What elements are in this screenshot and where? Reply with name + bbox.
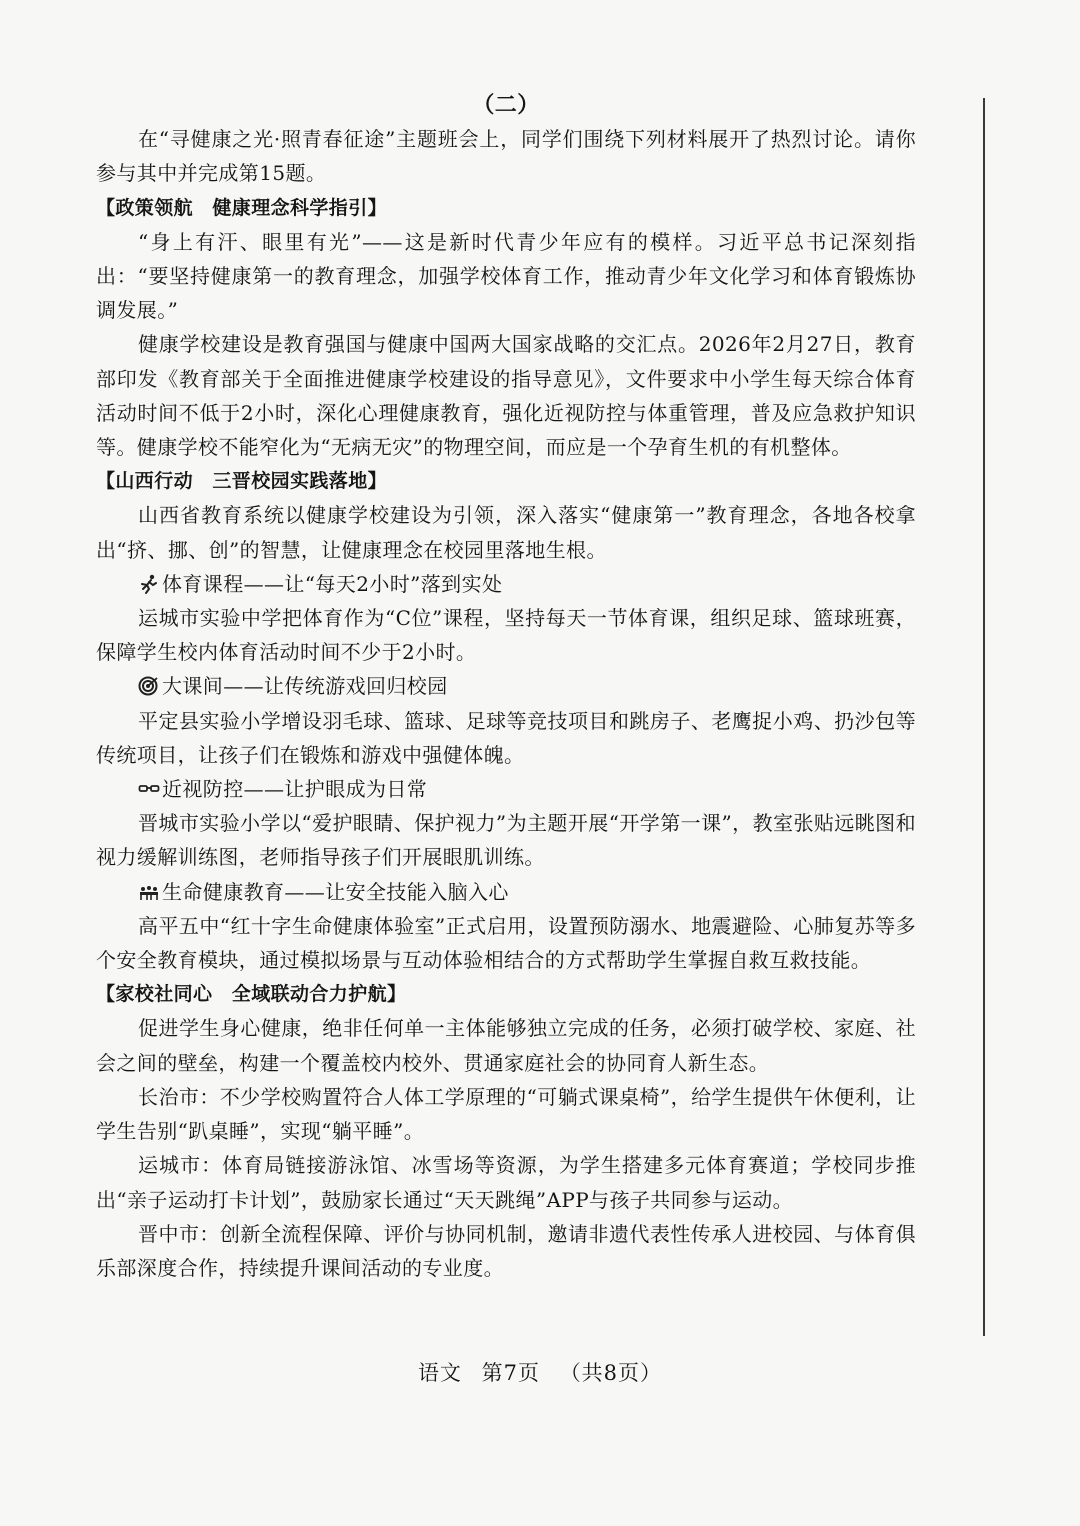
page-content: [96, 88, 916, 1285]
section-heading-collaboration: 【家校社同心 全域联动合力护航】: [96, 983, 407, 1006]
item-title-text: 近视防控——让护眼成为日常: [162, 777, 428, 802]
policy-paragraph-1: “身上有汗、眼里有光”——这是新时代青少年应有的模样。习近平总书记深刻指出：“要坚持健康第一的教育理念，加强学校体育工作，推动青少年文化学习和体育锻炼协调发展。”: [96, 229, 916, 323]
item-text-pe-course: 运城市实验中学把体育作为“C位”课程，坚持每天一节体育课，组织足球、篮球班赛，保障学生校内体育活动时间不少于2小时。: [96, 606, 916, 665]
item-text-recess: 平定县实验小学增设羽毛球、篮球、足球等竞技项目和跳房子、老鹰捉小鸡、扔沙包等传统项目，让孩子们在锻炼和游戏中强健体魄。: [96, 708, 916, 767]
footer-page: 第7页: [481, 1361, 540, 1385]
intro-paragraph: 在“寻健康之光·照青春征途”主题班会上，同学们围绕下列材料展开了热烈讨论。请你参与其中并完成第15题。: [96, 127, 916, 186]
footer-subject: 语文: [417, 1361, 462, 1385]
item-title-myopia: [96, 772, 916, 806]
margin-rule: [983, 98, 985, 1336]
item-title-text: 生命健康教育——让安全技能入脑入心: [162, 879, 509, 904]
item-text-myopia: 晋城市实验小学以“爱护眼睛、保护视力”为主题开展“开学第一课”，教室张贴远眺图和视力缓解训练图，老师指导孩子们开展眼肌训练。: [96, 811, 916, 870]
policy-paragraph-2: 健康学校建设是教育强国与健康中国两大国家战略的交汇点。2026年2月27日，教育部印发《教育部关于全面推进健康学校建设的指导意见》，文件要求中小学生每天综合体育活动时间不低于2小时，深化心理健康教育，强化近视防控与体重管理，普及应急救护知识等。健康学校不能窄化为“无病无灾”的物理空间，而应是一个孕育生机的有机整体。: [96, 332, 916, 460]
runner-icon: [138, 570, 160, 590]
footer-total: （共8页）: [559, 1361, 663, 1385]
collab-paragraph-1: 促进学生身心健康，绝非任何单一主体能够独立完成的任务，必须打破学校、家庭、社会之间的壁垒，构建一个覆盖校内校外、贯通家庭社会的协同育人新生态。: [96, 1016, 916, 1075]
shanxi-paragraph-1: 山西省教育系统以健康学校建设为引领，深入落实“健康第一”教育理念，各地各校拿出“挤、挪、创”的智慧，让健康理念在校园里落地生根。: [96, 503, 916, 562]
group-icon: [138, 878, 160, 898]
item-title-life-health: [96, 875, 916, 909]
item-text-life-health: 高平五中“红十字生命健康体验室”正式启用，设置预防溺水、地震避险、心肺复苏等多个安全教育模块，通过模拟场景与互动体验相结合的方式帮助学生掌握自救互救技能。: [96, 913, 916, 973]
section-heading-shanxi: 【山西行动 三晋校园实践落地】: [96, 470, 388, 493]
collab-paragraph-yuncheng: 运城市：体育局链接游泳馆、冰雪场等资源，为学生搭建多元体育赛道；学校同步推出“亲子运动打卡计划”，鼓励家长通过“天天跳绳”APP与孩子共同参与运动。: [96, 1153, 916, 1212]
glasses-icon: [138, 775, 160, 795]
page-footer: [0, 1357, 1080, 1387]
item-title-recess: [96, 669, 916, 703]
target-icon: [138, 672, 160, 692]
collab-paragraph-changzhi: 长治市：不少学校购置符合人体工学原理的“可躺式课桌椅”，给学生提供午休便利，让学生告别“趴桌睡”，实现“躺平睡”。: [96, 1084, 916, 1144]
section-number: （二）: [472, 92, 540, 118]
collab-paragraph-jinzhong: 晋中市：创新全流程保障、评价与协同机制，邀请非遗代表性传承人进校园、与体育俱乐部深度合作，持续提升课间活动的专业度。: [96, 1221, 916, 1280]
section-heading-policy: 【政策领航 健康理念科学指引】: [96, 196, 388, 219]
item-title-pe-course: [96, 567, 916, 601]
item-title-text: 大课间——让传统游戏回归校园: [162, 674, 448, 699]
item-title-text: 体育课程——让“每天2小时”落到实处: [162, 571, 503, 596]
